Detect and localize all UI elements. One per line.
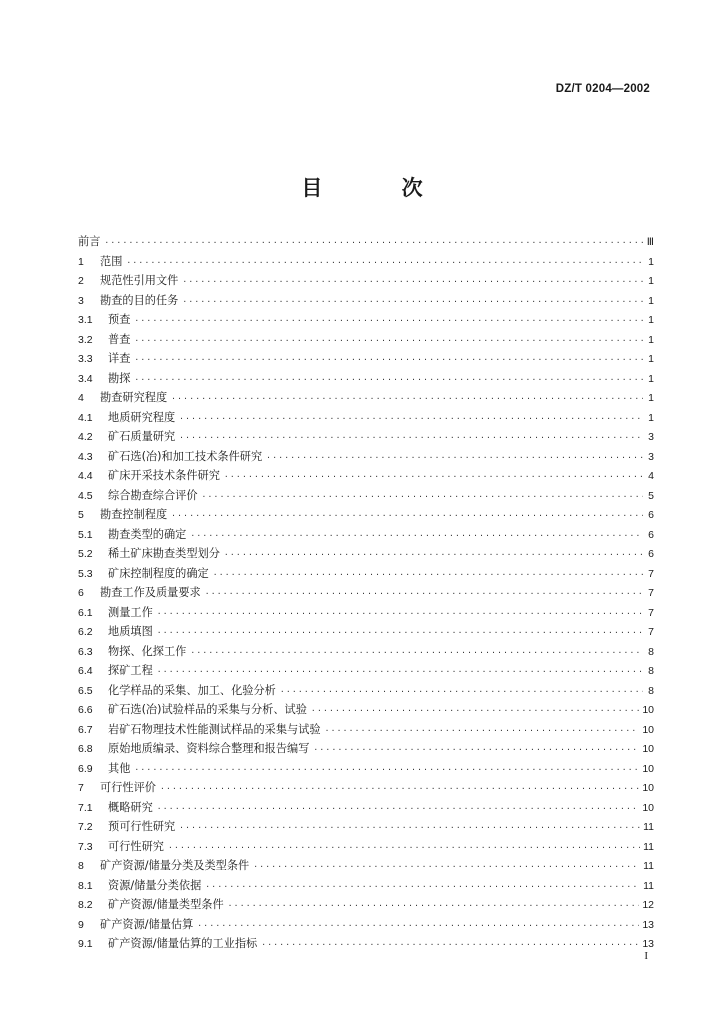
toc-entry-title: 化学样品的采集、加工、化验分析	[108, 683, 276, 697]
toc-leader-dots	[171, 389, 643, 409]
toc-entry-title: 矿石质量研究	[108, 430, 176, 443]
toc-entry[interactable]	[78, 232, 654, 252]
toc-entry-number: 3.4	[78, 372, 93, 385]
toc-leader-dots	[280, 682, 643, 702]
toc-entry[interactable]	[78, 642, 654, 662]
toc-entry[interactable]	[78, 661, 654, 681]
toc-leader-dots	[313, 740, 639, 760]
toc-entry-number: 5.1	[78, 528, 93, 541]
toc-entry[interactable]	[78, 349, 654, 369]
toc-entry-page: 3	[648, 431, 654, 443]
toc-entry-number: 7	[78, 782, 84, 794]
toc-entry[interactable]	[78, 856, 654, 876]
toc-entry-number: 3.3	[78, 353, 93, 365]
toc-leader-dots	[157, 662, 643, 682]
toc-leader-dots	[261, 935, 639, 955]
toc-entry-title: 概略研究	[108, 800, 153, 814]
toc-entry-number: 4.1	[78, 411, 93, 424]
toc-entry[interactable]	[78, 934, 654, 954]
toc-entry-page: 7	[648, 567, 654, 580]
toc-entry[interactable]	[78, 778, 654, 798]
toc-entry-page: 10	[642, 723, 654, 736]
toc-entry[interactable]	[78, 798, 654, 818]
toc-leader-dots	[182, 292, 643, 312]
toc-entry-number: 4.2	[78, 431, 93, 443]
toc-entry[interactable]	[78, 876, 654, 896]
page-title: 目 次	[301, 176, 459, 200]
toc-entry-title: 可行性评价	[100, 781, 156, 794]
toc-entry-number: 8	[78, 860, 84, 872]
toc-entry-page: 11	[643, 840, 654, 853]
toc-entry[interactable]	[78, 369, 654, 389]
toc-entry-title: 勘查控制程度	[100, 508, 168, 521]
toc-entry-page: 6	[648, 548, 654, 560]
toc-entry-page: 6	[648, 528, 654, 541]
toc-leader-dots	[190, 643, 643, 663]
toc-entry[interactable]	[78, 564, 654, 584]
toc-leader-dots	[224, 467, 643, 487]
toc-leader-dots	[205, 584, 643, 604]
toc-entry-title: 矿产资源/储量估算的工业指标	[108, 937, 258, 950]
toc-entry-title: 矿床控制程度的确定	[108, 566, 209, 580]
toc-leader-dots	[202, 487, 643, 507]
toc-entry-page: 10	[642, 801, 654, 814]
toc-entry-number: 5.2	[78, 548, 93, 560]
toc-leader-dots	[182, 272, 643, 292]
toc-entry-page: 11	[643, 879, 654, 892]
toc-leader-dots	[179, 818, 640, 838]
toc-leader-dots	[266, 448, 643, 468]
toc-entry-number: 4.3	[78, 450, 93, 463]
toc-leader-dots	[179, 409, 643, 429]
toc-leader-dots	[157, 604, 643, 624]
toc-entry-number: 3.2	[78, 333, 93, 346]
toc-entry-title: 矿石选(冶)和加工技术条件研究	[108, 449, 263, 463]
toc-entry-number: 6.5	[78, 684, 93, 697]
toc-entry[interactable]	[78, 681, 654, 701]
toc-leader-dots	[134, 331, 643, 351]
toc-entry-page: 8	[648, 684, 654, 697]
toc-entry-title: 矿石选(冶)试验样品的采集与分析、试验	[108, 703, 307, 716]
toc-entry[interactable]	[78, 271, 654, 291]
toc-entry-number: 8.1	[78, 879, 93, 892]
toc-entry-page: Ⅲ	[646, 236, 654, 248]
toc-entry-title: 前言	[78, 235, 101, 248]
toc-entry[interactable]	[78, 915, 654, 935]
toc-leader-dots	[171, 506, 643, 526]
toc-entry-number: 5.3	[78, 567, 93, 580]
toc-leader-dots	[134, 350, 643, 370]
toc-entry-number: 4	[78, 392, 84, 404]
toc-entry-title: 勘查类型的确定	[108, 527, 187, 541]
toc-entry[interactable]	[78, 330, 654, 350]
toc-entry-page: 1	[648, 411, 654, 424]
toc-leader-dots	[126, 253, 643, 273]
toc-leader-dots	[134, 311, 643, 331]
toc-entry[interactable]	[78, 525, 654, 545]
toc-entry-number: 6.2	[78, 626, 93, 638]
toc-entry-page: 13	[642, 918, 654, 931]
toc-entry[interactable]	[78, 622, 654, 642]
toc-entry-number: 9.1	[78, 938, 93, 950]
toc-entry[interactable]	[78, 447, 654, 467]
toc-entry[interactable]	[78, 700, 654, 720]
toc-entry-page: 8	[648, 645, 654, 658]
toc-entry-title: 预可行性研究	[108, 820, 176, 833]
toc-leader-dots	[179, 428, 643, 448]
toc-entry-page: 1	[648, 392, 654, 404]
toc-entry[interactable]	[78, 408, 654, 428]
toc-entry-number: 7.3	[78, 840, 93, 853]
toc-entry-title: 预查	[108, 313, 131, 326]
toc-leader-dots	[253, 857, 640, 877]
toc-leader-dots	[157, 623, 643, 643]
toc-entry-page: 1	[648, 314, 654, 326]
toc-entry-title: 地质填图	[108, 625, 153, 638]
toc-leader-dots	[157, 799, 640, 819]
toc-entry-title: 测量工作	[108, 605, 153, 619]
toc-entry[interactable]	[78, 895, 654, 915]
standard-code: DZ/T 0204—2002	[555, 83, 650, 95]
toc-leader-dots	[190, 526, 643, 546]
toc-leader-dots	[160, 779, 639, 799]
toc-leader-dots	[205, 877, 640, 897]
toc-entry-page: 5	[648, 489, 654, 502]
toc-entry-number: 8.2	[78, 899, 93, 911]
toc-leader-dots	[213, 565, 643, 585]
toc-entry-number: 4.4	[78, 470, 93, 482]
toc-entry-title: 矿产资源/储量类型条件	[108, 898, 224, 911]
toc-entry[interactable]	[78, 817, 654, 837]
toc-entry-number: 6.4	[78, 665, 93, 677]
table-of-contents	[78, 232, 654, 954]
toc-entry-number: 4.5	[78, 489, 93, 502]
toc-entry-page: 12	[642, 899, 654, 911]
toc-entry-page: 10	[642, 762, 654, 775]
toc-entry-title: 矿床开采技术条件研究	[108, 469, 220, 482]
toc-entry-page: 4	[648, 470, 654, 482]
toc-leader-dots	[168, 838, 640, 858]
toc-entry-title: 地质研究程度	[108, 410, 176, 424]
toc-entry-title: 普查	[108, 332, 131, 346]
toc-entry-title: 其他	[108, 761, 131, 775]
toc-entry-title: 综合勘查综合评价	[108, 488, 198, 502]
toc-entry-title: 原始地质编录、资料综合整理和报告编写	[108, 742, 310, 755]
toc-entry-title: 勘查研究程度	[100, 391, 168, 404]
toc-entry-page: 10	[642, 782, 654, 794]
toc-entry-number: 7.2	[78, 821, 93, 833]
toc-entry-title: 勘查工作及质量要求	[100, 586, 201, 599]
toc-entry-page: 1	[648, 372, 654, 385]
toc-entry[interactable]	[78, 427, 654, 447]
toc-leader-dots	[197, 916, 639, 936]
toc-entry-page: 8	[648, 665, 654, 677]
toc-entry[interactable]	[78, 486, 654, 506]
toc-entry-page: 11	[643, 821, 654, 833]
toc-entry-number: 6.9	[78, 762, 93, 775]
toc-entry[interactable]	[78, 739, 654, 759]
toc-entry[interactable]	[78, 720, 654, 740]
toc-entry-page: 7	[648, 606, 654, 619]
toc-entry-page: 7	[648, 626, 654, 638]
toc-entry-title: 详查	[108, 352, 131, 365]
toc-entry-page: 3	[648, 450, 654, 463]
toc-entry[interactable]	[78, 583, 654, 603]
toc-entry-page: 1	[648, 333, 654, 346]
toc-entry[interactable]	[78, 310, 654, 330]
toc-leader-dots	[134, 760, 639, 780]
toc-entry-page: 1	[648, 294, 654, 307]
toc-entry[interactable]	[78, 837, 654, 857]
toc-entry[interactable]	[78, 603, 654, 623]
toc-leader-dots	[104, 233, 643, 253]
toc-entry-title: 稀土矿床勘查类型划分	[108, 547, 220, 560]
toc-entry-number: 9	[78, 918, 84, 931]
toc-entry-number: 6.8	[78, 743, 93, 755]
toc-entry[interactable]	[78, 466, 654, 486]
toc-entry[interactable]	[78, 291, 654, 311]
toc-entry-page: 1	[648, 275, 654, 287]
toc-entry-page: 13	[642, 938, 654, 950]
toc-entry-number: 7.1	[78, 801, 93, 814]
toc-entry-number: 1	[78, 255, 84, 268]
toc-entry-page: 1	[648, 255, 654, 268]
toc-entry-title: 勘查的目的任务	[100, 293, 179, 307]
page-number: I	[644, 950, 648, 962]
toc-entry-page: 7	[648, 587, 654, 599]
toc-leader-dots	[134, 370, 643, 390]
toc-entry-page: 1	[648, 353, 654, 365]
toc-entry-title: 资源/储量分类依据	[108, 878, 202, 892]
toc-leader-dots	[224, 545, 643, 565]
toc-entry-title: 探矿工程	[108, 664, 153, 677]
toc-leader-dots	[311, 701, 639, 721]
toc-entry[interactable]	[78, 252, 654, 272]
toc-entry-title: 勘探	[108, 371, 131, 385]
toc-entry-title: 物探、化探工作	[108, 644, 187, 658]
toc-entry-number: 6.7	[78, 723, 93, 736]
toc-entry-page: 11	[643, 860, 654, 872]
toc-entry-page: 6	[648, 509, 654, 521]
toc-entry[interactable]	[78, 759, 654, 779]
toc-entry-title: 可行性研究	[108, 839, 164, 853]
toc-entry-page: 10	[642, 704, 654, 716]
toc-entry[interactable]	[78, 388, 654, 408]
toc-entry-number: 5	[78, 509, 84, 521]
toc-entry-title: 规范性引用文件	[100, 274, 179, 287]
toc-entry-title: 矿产资源/储量分类及类型条件	[100, 859, 250, 872]
toc-entry-number: 3	[78, 294, 84, 307]
toc-leader-dots	[325, 721, 640, 741]
toc-entry-number: 6.6	[78, 704, 93, 716]
toc-entry-title: 范围	[100, 254, 123, 268]
toc-entry-number: 6.3	[78, 645, 93, 658]
toc-entry-number: 6.1	[78, 606, 93, 619]
toc-entry[interactable]	[78, 505, 654, 525]
toc-entry[interactable]	[78, 544, 654, 564]
toc-entry-number: 6	[78, 587, 84, 599]
toc-entry-number: 2	[78, 275, 84, 287]
toc-entry-title: 矿产资源/储量估算	[100, 917, 194, 931]
toc-entry-page: 10	[642, 743, 654, 755]
toc-entry-title: 岩矿石物理技术性能测试样品的采集与试验	[108, 722, 321, 736]
toc-entry-number: 3.1	[78, 314, 93, 326]
toc-leader-dots	[228, 896, 640, 916]
